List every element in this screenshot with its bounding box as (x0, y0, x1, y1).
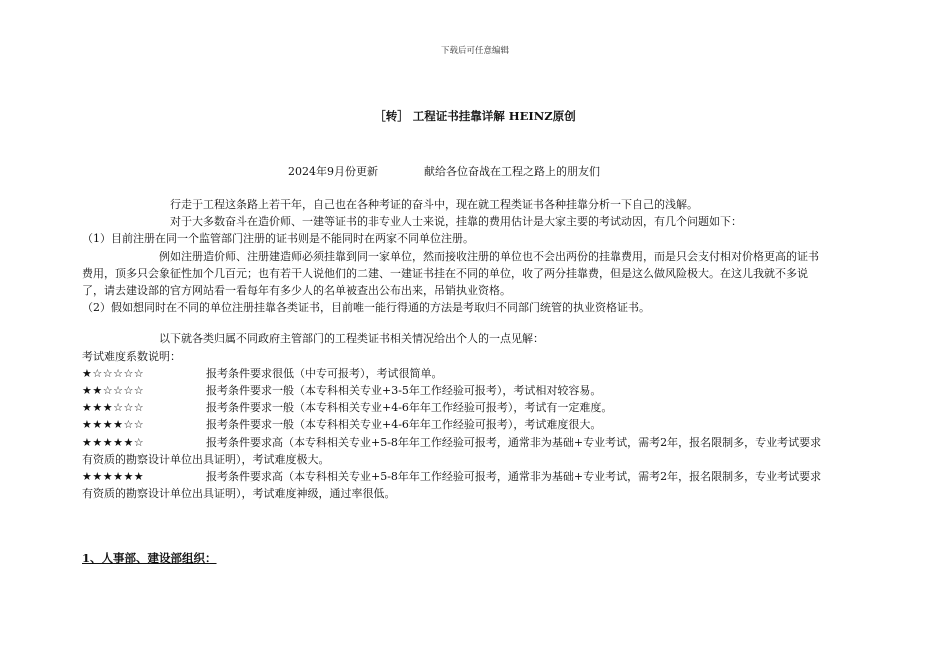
star-rating-icon: ★★☆☆☆☆ (82, 384, 145, 398)
paragraph-intro: 行走于工程这条路上若干年，自己也在各种考证的奋斗中，现在就工程类证书各种挂靠分析一下自己的浅解。 (170, 198, 698, 211)
rating-desc: 报考条件要求高（本专科相关专业+5-8年年工作经验可报考，通常非为基础+专业考试，需考2年，报名限制多，专业考试要求有资质的勘察设计单位出具证明），考试难度神级，通过率很低。 (82, 470, 822, 501)
dedication: 献给各位奋战在工程之路上的朋友们 (424, 165, 600, 178)
rating-row (82, 416, 822, 433)
paragraph-questions: 对于大多数奋斗在造价师、一建等证书的非专业人士来说，挂靠的费用估计是大家主要的考试动因，有几个问题如下： (170, 215, 742, 229)
rating-row (82, 468, 822, 502)
star-rating-icon: ★★★★★★ (82, 470, 145, 484)
paragraph-point-1: （1）目前注册在同一个监管部门注册的证书则是不能同时在两家不同单位注册。 (82, 232, 474, 246)
rating-row (82, 382, 822, 399)
body-text (82, 196, 822, 502)
update-date: 2024年9月份更新 (288, 165, 378, 178)
star-rating-icon: ★★★★★☆ (82, 435, 145, 449)
star-rating-icon: ★★★☆☆☆ (82, 401, 145, 415)
paragraph-difficulty-legend: 考试难度系数说明： (82, 349, 181, 363)
page-title: ［转］ 工程证书挂靠详解 HEINZ原创 (374, 109, 576, 123)
paragraph-overview: 以下就各类归属不同政府主管部门的工程类证书相关情况给出个人的一点见解： (159, 332, 544, 346)
rating-desc: 报考条件要求一般（本专科相关专业+3-5年工作经验可报考），考试相对较容易。 (206, 384, 602, 398)
rating-row (82, 434, 822, 468)
paragraph-point-2: （2）假如想同时在不同的单位注册挂靠各类证书，目前唯一能行得通的方法是考取归不同部门统管的执业资格证书。 (82, 301, 650, 315)
section-heading: 1、人事部、建设部组织： (82, 551, 217, 565)
rating-desc: 报考条件要求一般（本专科相关专业+4-6年年工作经验可报考），考试有一定难度。 (206, 401, 613, 415)
rating-desc: 报考条件要求一般（本专科相关专业+4-6年年工作经验可报考），考试难度很大。 (206, 418, 602, 432)
rating-desc: 报考条件要求很低（中专可报考），考试很简单。 (206, 366, 443, 380)
rating-row (82, 365, 822, 382)
update-line (288, 163, 600, 179)
paragraph-example: 例如注册造价师、注册建造师必须挂靠到同一家单位，然而接收注册的单位也不会出两份的挂靠费用，而是只会支付相对价格更高的证书费用，顶多只会象征性加个几百元；也有若干人说他们的二建、一建证书挂在不同的单位，收了两分挂靠费，但是这么做风险极大。在这儿我就不多说了，请去建设部的官方网站看一看每年有多少人的名单被查出公布出来，吊销执业资格。 (82, 249, 819, 298)
star-rating-icon: ★★★★☆☆ (82, 418, 145, 432)
rating-desc: 报考条件要求高（本专科相关专业+5-8年年工作经验可报考，通常非为基础+专业考试，需考2年，报名限制多，专业考试要求有资质的勘察设计单位出具证明），考试难度极大。 (82, 435, 822, 466)
header-note: 下载后可任意编辑 (440, 46, 509, 56)
star-rating-icon: ★☆☆☆☆☆ (82, 366, 145, 380)
rating-row (82, 399, 822, 416)
